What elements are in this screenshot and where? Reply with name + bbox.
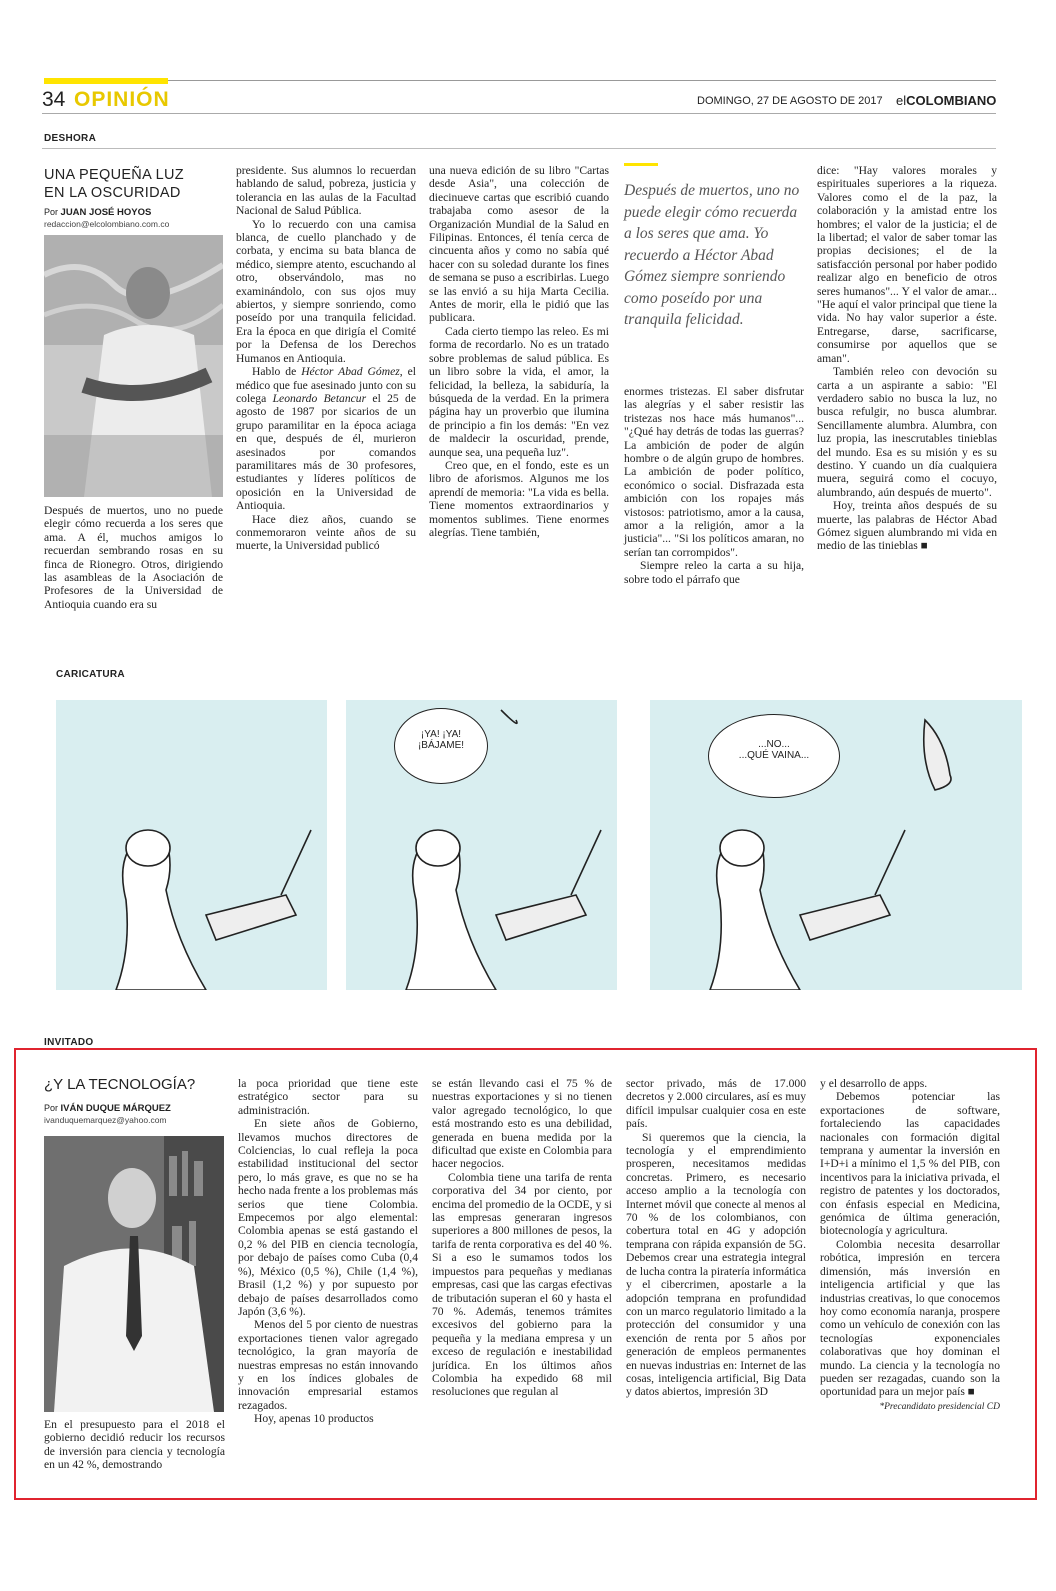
- deshora-col4-p2: Siempre releo la carta a su hija, sobre todo el párrafo que: [624, 559, 804, 586]
- masthead-logo: [896, 93, 996, 108]
- col2-p3-text-b: , el médico que fue asesinado junto con su colega: [236, 365, 416, 405]
- pull-quote: Después de muertos, uno no puede elegir cómo recuerda a los seres que ama. Yo recuerdo a Héctor Abad Gómez siempre sonriendo como poseído por una tranquila felicidad.: [624, 182, 800, 328]
- deshora-col2-p2: Yo lo recuerdo con una camisa blanca, de cuello planchado y de corbata, y encima su bata blanca de médico, siempre atento, escuchando al otro, observándolo, mas no examinándolo, con sus ojos muy abiertos, y siempre sonriendo, como poseído por una tranquila felicidad. Era la época en que dirigía el Comité por la Defensa de los Derechos Humanos en Antioquia.: [236, 217, 416, 365]
- invitado-title: ¿Y LA TECNOLOGÍA?: [44, 1076, 196, 1093]
- invitado-column-2: [238, 1077, 418, 1426]
- deshora-column-3: [429, 164, 609, 539]
- cartoon-panel-2: [346, 700, 617, 990]
- deshora-col5-p1: dice: "Hay valores morales y espirituales superiores a la riqueza. Valores como el de la paz, la colaboración y la amistad entre los hombres; el valor de la justicia; el de la libertad; el valor de saber tomar las propias decisiones; el de la satisfacción personal por haber podido realizar algo en beneficio de otros seres humanos"... Y el valor de amar... "He aquí el valor principal que tiene la vida. No hay valor superior a éste. Entregarse, darse, sacrificarse, consumirse por aquellos que se aman".: [817, 164, 997, 365]
- invitado-col2-p2: En siete años de Gobierno, llevamos muchos directores de Colciencias, lo cual refleja la poca estabilidad institucional del sector pero, lo más grave, es que no se ha hecho nada frente a los problemas más serios que tiene Colombia. Empecemos por algo elemental: Colombia apenas se está gastando el 0,2 % del PIB en ciencia tecnología, por debajo de países como Cuba (0,4 %), México (0,5 %), Chile (1,4 %), Brasil (1,2 %) y por supuesto por debajo de países desarrollados como Japón (3,6 %).: [238, 1117, 418, 1318]
- deshora-col2-p3: [236, 365, 416, 512]
- byline-author: JUAN JOSÉ HOYOS: [60, 207, 152, 218]
- col5-p3-text: Hoy, treinta años después de su muerte, las palabras de Héctor Abad Gómez siguen alumbrando mi vida en medio de las tinieblas: [817, 499, 997, 553]
- deshora-col1-text: Después de muertos, uno no puede elegir cómo recuerda a los seres que ama. A él, muchos amigos lo recuerdan sembrando rosas en su finca de Rionegro. Otros, dirigiendo las asambleas de la Asociación de Profesores de la Universidad de Antioquia cuando era su: [44, 504, 223, 611]
- invitado-column-5: [820, 1077, 1000, 1414]
- masthead-prefix: el: [896, 93, 907, 108]
- article-title: [44, 166, 184, 202]
- col2-p3-name2: Leonardo Betancur: [272, 391, 367, 405]
- speech-bubble-line1: ...NO...: [758, 739, 790, 750]
- deshora-col5-p2: También releo con devoción su carta a un aspirante a sabio: "El verdadero sabio no busca la luz, no busca refulgir, no busca alumbrar. Sencillamente alumbra. Alumbra, con luz propia, las inescrutables tinieblas del mundo. Esa es su misión y es su destino. Y cuando un día cualquiera muera, seguirá como el cocuyo, alumbrando, aún después de muerto".: [817, 365, 997, 499]
- speech-bubble-line1: ¡YA! ¡YA!: [420, 729, 462, 740]
- invitado-byline: [44, 1103, 171, 1114]
- invitado-column-3: [432, 1077, 612, 1399]
- cartoon-panel-1: [56, 700, 327, 990]
- invitado-byline-author: IVÁN DUQUE MÁRQUEZ: [60, 1103, 171, 1114]
- invitado-col1-text: En el presupuesto para el 2018 el gobierno decidió reducir los recursos de inversión para ciencia y tecnología en un 42 %, demostrando: [44, 1418, 225, 1472]
- deshora-col3-p3: Creo que, en el fondo, este es un libro de aforismos. Algunos me los aprendí de memoria: "La vida es bella. Tiene momentos extraordinarios y momentos sublimes. Tiene enormes alegrías. Tiene también,: [429, 458, 609, 539]
- deshora-col3-p1: una nueva edición de su libro "Cartas desde Asia", una colección de diecinueve cartas que escribió cuando trabajaba como asesor de la Organización Mundial de la Salud en Filipinas. Entonces, él tenía cerca de cincuenta años y como no sabía qué hacer con su soledad durante los fines de semana se puso a escribirlas. Luego se las envió a su hija Marta Cecilia. Antes de morir, ella le pidió que las publicara.: [429, 164, 609, 325]
- author-photo: [44, 235, 223, 497]
- end-mark: ■: [920, 539, 928, 553]
- invitado-col5-p3-text: Colombia necesita desarrollar robótica, impresión en tercera dimensión, más inversión en inteligencia artificial y que las industrias creativas, lo que conocemos hoy como economía naranja, prospere como un vehículo de conexión con las tecnologías exponenciales colaborativas que hoy dominan el mundo. La ciencia y la tecnología no pueden ser rezagadas, cuando son la oportunidad para un mejor país: [820, 1237, 1000, 1399]
- header-bottom-rule: [42, 113, 996, 114]
- speech-bubble-panel-2: [394, 708, 488, 784]
- issue-date: DOMINGO, 27 DE AGOSTO DE 2017: [697, 95, 883, 107]
- byline-prefix: Por: [44, 207, 59, 217]
- invitado-col3-p1: se están llevando casi el 75 % de nuestras exportaciones y si no tienen valor agregado tecnológico, lo que está mostrando esto es una debilidad, generada en buena medida por la dificultad que existe en Colombia para hacer negocios.: [432, 1077, 612, 1171]
- deshora-column-2: [236, 164, 416, 553]
- invitado-email: ivanduquemarquez@yahoo.com: [44, 1115, 167, 1125]
- section-label-deshora: DESHORA: [44, 133, 97, 144]
- masthead-name: COLOMBIANO: [906, 93, 997, 108]
- deshora-col2-p4: Hace diez años, cuando se conmemoraron veinte años de su muerte, la Universidad publicó: [236, 512, 416, 553]
- pull-quote-accent: [624, 163, 658, 166]
- header-accent-bar: [44, 78, 168, 84]
- invitado-col5-p2: Debemos potenciar las exportaciones de software, fortaleciendo las capacidades nacionales con formación digital temprana y aumentar la inversión en I+D+i a mínimo el 1,5 % del PIB, con incentivos para la iniciativa privada, el registro de patentes y los doctorados, con énfasis especial en Medicina, genómica de última generación, biotecnología y agricultura.: [820, 1090, 1000, 1238]
- invitado-col2-p4: Hoy, apenas 10 productos: [254, 1412, 374, 1426]
- page-number: 34: [42, 88, 66, 111]
- deshora-col4-p1: enormes tristezas. El saber disfrutar las alegrías y el saber resistir las tristezas nos hace más humanos"... "¿Qué hay detrás de todas las guerras? La ambición de poder de algún hombre o de algún grupo de hombres. La ambición de poder político, económico o social. Disfrazada esta ambición con los ropajes más vistosos: patriotismo, amor a la causa, amor a la religión, amor a la justicia"... "Si los políticos amaran, no serían tan corrompidos".: [624, 385, 804, 559]
- invitado-author-photo: [44, 1136, 224, 1412]
- section-label-caricatura: CARICATURA: [56, 669, 125, 680]
- deshora-col2-p1: presidente. Sus alumnos lo recuerdan hablando de salud, pobreza, justicia y tolerancia en las aulas de la Facultad Nacional de Salud Pública.: [236, 164, 416, 218]
- author-email: redaccion@elcolombiano.com.co: [44, 219, 170, 229]
- invitado-col5-p3: [820, 1238, 1000, 1399]
- deshora-column-4: [624, 385, 804, 586]
- invitado-col4-p1: sector privado, más de 17.000 decretos y 2.000 circulares, así es muy difícil impulsar cualquier cosa en este país.: [626, 1077, 806, 1131]
- header-top-rule: [168, 80, 996, 81]
- invitado-col2-p3: Menos del 5 por ciento de nuestras exportaciones tienen valor agregado tecnológico, la gran mayoría de nuestras empresas no están innovando y en los índices globales de innovación empresarial estamos rezagados.: [238, 1318, 418, 1412]
- col2-p3-text-a: Hablo de: [252, 365, 302, 379]
- invitado-column-4: [626, 1077, 806, 1399]
- invitado-col4-p2: Si queremos que la ciencia, la tecnología y el emprendimiento prosperen, necesitamos medidas concretas. Primero, es necesario acceso amplio a la tecnología con Internet móvil que conecte al menos al 70 % de los colombianos, con cobertura total en 4G y adopción temprana con rápida expansión de 5G. Debemos crear una estrategia integral de lucha contra la piratería informática y el cibercrimen, apostarle a la adopción temprana en profundidad con un marco regulatorio limitado a la protección del consumidor y una exención de renta por 5 años por generación de empleos permanentes en nuevas industrias en: Internet de las cosas, inteligencia artificial, Big Data y datos abiertos, impresión 3D: [626, 1130, 806, 1399]
- cartoon-panel-3: [650, 700, 1022, 990]
- invitado-col5-p1: y el desarrollo de apps.: [820, 1077, 928, 1090]
- invitado-col2-p1: la poca prioridad que tiene este estratégico sector para su administración.: [238, 1077, 418, 1117]
- speech-bubble-line2: ¡BÁJAME!: [417, 740, 465, 751]
- invitado-footnote: *Precandidato presidencial CD: [879, 1401, 1000, 1412]
- deshora-column-1: [44, 504, 223, 611]
- section-label-invitado: INVITADO: [44, 1037, 94, 1048]
- article-title-line2: EN LA OSCURIDAD: [44, 185, 181, 201]
- article-title-line1: UNA PEQUEÑA LUZ: [44, 167, 184, 183]
- speech-bubble-panel-3: [708, 714, 840, 798]
- deshora-column-5: [817, 164, 997, 553]
- deshora-col3-p2: Cada cierto tiempo las releo. Es mi forma de recordarlo. No es un tratado sobre problemas de salud pública. Es un libro sobre la vida, el amor, la felicidad, la belleza, la sabiduría, la búsqueda de la verdad. En la primera página hay un proverbio que ilumina de principio a fin los demás: "En vez de maldecir la oscuridad, prende, aunque sea, una pequeña luz".: [429, 324, 609, 459]
- speech-bubble-line2: ...QUÉ VAINA...: [738, 750, 810, 761]
- col2-p3-text-c: el 25 de agosto de 1987 por sicarios de un grupo paramilitar en la época aciaga en que, después de él, murieron asesinados por comandos paramilitares más de 30 profesores, estudiantes y líderes políticos de oposición en la Universidad de Antioquia.: [236, 391, 416, 513]
- invitado-byline-prefix: Por: [44, 1103, 59, 1113]
- col2-p3-name1: Héctor Abad Gómez: [301, 365, 400, 379]
- invitado-col3-p2: Colombia tiene una tarifa de renta corporativa del 34 por ciento, por encima del promedio de la OCDE, y si las empresas generaran ingresos superiores a 800 millones de pesos, la tarifa de renta corporativa es del 40 %. Si a eso le sumamos todos los impuestos para pequeñas y medianas empresas, casi que las cargas efectivas de tributación superan el 60 y hasta el 70 %. Además, tenemos trámites excesivos del gobierno para la pequeña y la mediana empresa y un exceso de regulación e inestabilidad jurídica. En los últimos años Colombia ha expedido 68 mil resoluciones que regulan al: [432, 1170, 612, 1399]
- invitado-end-mark: ■: [967, 1385, 975, 1399]
- deshora-col5-p3: [817, 499, 997, 553]
- byline: [44, 207, 151, 218]
- section-title: OPINIÓN: [74, 88, 170, 111]
- deshora-rule: [42, 148, 996, 149]
- invitado-column-1: [44, 1418, 225, 1472]
